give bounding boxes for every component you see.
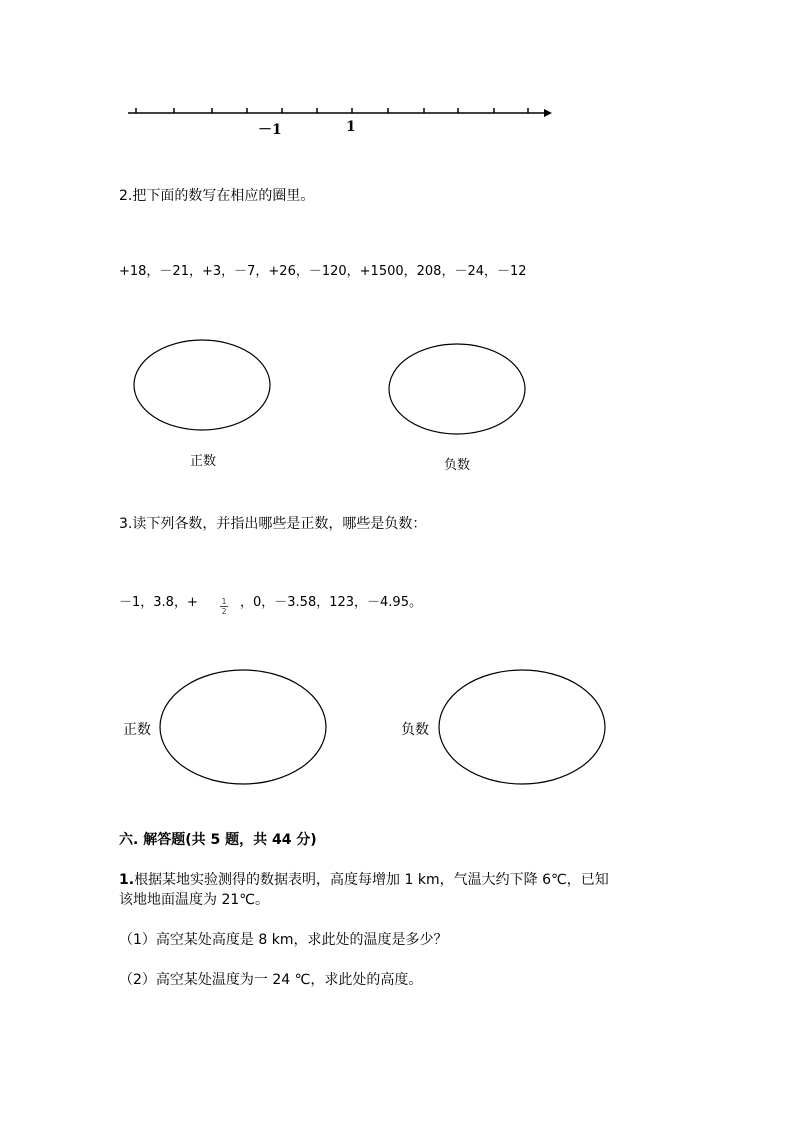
section6-q1-line1 (119, 869, 609, 889)
number-line-arrow (544, 109, 552, 117)
q3-title: 3.读下列各数，并指出哪些是正数，哪些是负数： (119, 516, 427, 532)
q2-numbers: +18，－21，+3，－7，+26，－120，+1500，208，－24，－12 (119, 264, 527, 279)
q3-numbers-after: ，0，－3.58，123，－4.95。 (240, 595, 422, 610)
q3-label-negative: 负数 (401, 722, 429, 738)
q2-title: 2.把下面的数写在相应的圈里。 (119, 188, 315, 204)
q2-label-positive: 正数 (190, 454, 217, 469)
negative-circle-q2 (389, 344, 525, 434)
positive-circle-q2 (134, 340, 270, 430)
positive-circle-q3 (160, 670, 326, 784)
q1-text-line1: 根据某地实验测得的数据表明，高度每增加 1 km，气温大约下降 6℃，已知 (134, 872, 609, 888)
q3-label-positive: 正数 (123, 722, 151, 738)
q3-numbers-before: －1，3.8，+ (119, 595, 198, 610)
section6-q1-line2: 该地地面温度为 21℃。 (119, 892, 269, 908)
q3-fraction (218, 597, 230, 616)
q2-label-negative: 负数 (444, 458, 471, 473)
number-line-label-pos: 1 (346, 119, 356, 135)
negative-circle-q3 (439, 670, 605, 784)
fraction-denominator: 2 (221, 607, 227, 616)
number-line-label-neg: －1 (258, 122, 282, 138)
q1-number: 1. (119, 872, 135, 888)
section6-heading: 六. 解答题(共 5 题，共 44 分) (119, 832, 317, 848)
section6-q1-sub1: （1）高空某处高度是 8 km，求此处的温度是多少？ (119, 932, 448, 948)
section6-q1-sub2: （2）高空某处温度为一 24 ℃，求此处的高度。 (119, 972, 423, 988)
fraction-numerator: 1 (221, 597, 227, 606)
